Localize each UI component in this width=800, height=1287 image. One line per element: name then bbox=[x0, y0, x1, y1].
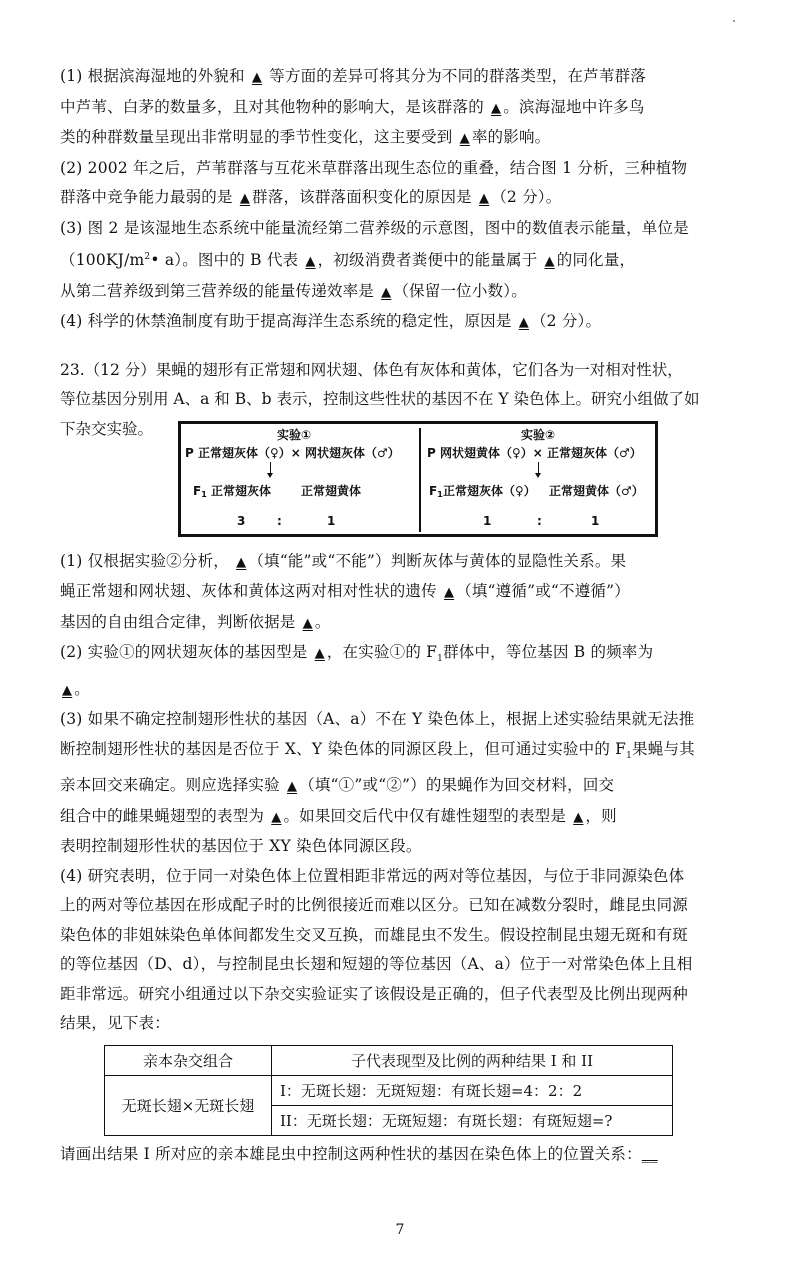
q23-4-line5: 距非常远。研究小组通过以下杂交实验证实了该假设是正确的，但子代表型及比例出现两种 bbox=[60, 984, 689, 1003]
q22-3-line1: (3) 图 2 是该湿地生态系统中能量流经第二营养级的示意图，图中的数值表示能量，单位是 bbox=[60, 218, 689, 237]
exp2-colon: : bbox=[537, 513, 542, 528]
q23-4-line1: (4) 研究表明，位于同一对染色体上位置相距非常远的两对等位基因，与位于非同源染色体 bbox=[60, 866, 685, 885]
exp2-ratio-a: 1 bbox=[483, 513, 492, 528]
q23-stem-line3: 下杂交实验。 bbox=[60, 419, 154, 438]
q22-3-line2: （$100KJ/m^2•$ a）。图中的 B 代表 ▲ ，初级消费者粪便中的能量属于 ▲ 的同化量， bbox=[60, 251, 636, 270]
q23-4-line3: 染色体的非姐妹染色单体间都发生交叉互换，而雄昆虫不发生。假设控制昆虫翅无斑和有斑 bbox=[60, 925, 689, 944]
q22-1-line1: (1) 根据滨海湿地的外貌和 ▲ 等方面的差异可将其分为不同的群落类型，在芦苇群落 bbox=[60, 67, 646, 85]
table-header-cross: 亲本杂交组合 bbox=[105, 1045, 272, 1075]
q23-4-line4: 的等位基因（D、d），与控制昆虫长翅和短翅的等位基因（A、a）位于一对常染色体上且相 bbox=[60, 955, 693, 974]
table-row bbox=[105, 1075, 673, 1105]
q23-3-line5: 表明控制翅形性状的基因位于 XY 染色体同源区段。 bbox=[60, 837, 422, 856]
exp1-colon: : bbox=[277, 513, 282, 528]
table-cell-result-1: I：无斑长翅：无斑短翅：有斑长翅=4：2：2 bbox=[272, 1075, 673, 1105]
exp1-arrow bbox=[270, 462, 271, 474]
exp2-f1-b: 正常翅黄体（♂） bbox=[549, 483, 644, 498]
scan-dot bbox=[733, 20, 735, 22]
q23-1-line2: 蝇正常翅和网状翅、灰体和黄体这两对相对性状的遗传 ▲ （填“遵循”或“不遵循”） bbox=[60, 582, 630, 601]
q23-4-final-prompt: 请画出结果 I 所对应的亲本雄昆虫中控制这两种性状的基因在染色体上的位置关系：__ bbox=[60, 1144, 658, 1163]
table-header-row bbox=[105, 1045, 673, 1075]
exp1-parents: P 正常翅灰体（♀）× 网状翅灰体（♂） bbox=[185, 445, 400, 460]
q23-1-line3: 基因的自由组合定律，判断依据是 ▲ 。 bbox=[60, 612, 331, 631]
q23-4-line6: 结果，见下表： bbox=[60, 1014, 170, 1033]
exp1-ratio-a: 3 bbox=[237, 513, 246, 528]
results-table bbox=[104, 1045, 673, 1136]
exp2-title: 实验② bbox=[521, 427, 556, 442]
exp2-parents: P 网状翅黄体（♀）× 正常翅灰体（♂） bbox=[427, 445, 642, 460]
q23-3-line1: (3) 如果不确定控制翅形性状的基因（A、a）不在 Y 染色体上，根据上述实验结果就无法推 bbox=[60, 710, 695, 729]
q22-4-line1: (4) 科学的休禁渔制度有助于提高海洋生态系统的稳定性，原因是 ▲ （2 分）。 bbox=[60, 312, 602, 331]
exp1-f1-a: 正常翅灰体 bbox=[211, 483, 272, 498]
page-number: 7 bbox=[395, 1222, 405, 1238]
q23-3-line4: 组合中的雌果蝇翅型的表型为 ▲ 。如果回交后代中仅有雄性翅型的表型是 ▲ ，则 bbox=[60, 806, 617, 825]
exp1-title: 实验① bbox=[277, 427, 312, 442]
q23-4-line2: 上的两对等位基因在形成配子时的比例很接近而难以区分。已知在减数分裂时，雌昆虫同源 bbox=[60, 896, 689, 915]
exp2-f1-a: 正常翅灰体（♀） bbox=[443, 483, 536, 498]
q23-2-line1: (2) 实验①的网状翅灰体的基因型是 ▲ ，在实验①的 $F_1$群体中，等位基因 B 的频率为 bbox=[60, 643, 654, 665]
exp1-f1-label: $F_1$ bbox=[193, 483, 207, 499]
q23-2-line2: ▲ 。 bbox=[62, 679, 90, 698]
q22-3-line3: 从第二营养级到第三营养级的能量传递效率是 ▲ （保留一位小数）。 bbox=[60, 281, 527, 300]
q23-stem-line2: 等位基因分别用 A、a 和 B、b 表示，控制这些性状的基因不在 Y 染色体上。研究小组做了如 bbox=[60, 390, 700, 409]
table-header-results: 子代表现型及比例的两种结果 I 和 II bbox=[272, 1045, 673, 1075]
q22-2-line2: 群落中竞争能力最弱的是 ▲ 群落，该群落面积变化的原因是 ▲ （2 分）。 bbox=[60, 188, 562, 206]
table-cell-result-2: II：无斑长翅：无斑短翅：有斑长翅：有斑短翅=? bbox=[272, 1105, 673, 1135]
exp2-arrow bbox=[538, 462, 539, 474]
q22-2-line1: (2) 2002 年之后，芦苇群落与互花米草群落出现生态位的重叠，结合图 1 分析，三种植物 bbox=[60, 158, 688, 177]
exp1-f1-b: 正常翅黄体 bbox=[301, 483, 362, 498]
document-page bbox=[60, 62, 750, 1169]
q23-1-line1: (1) 仅根据实验②分析， ▲ （填“能”或“不能”）判断灰体与黄体的显隐性关系。果 bbox=[60, 551, 627, 570]
table-cell-cross: 无斑长翅×无斑长翅 bbox=[105, 1075, 272, 1135]
cross-experiment-figure bbox=[178, 421, 658, 537]
figure-divider bbox=[419, 428, 421, 532]
q23-stem-line1: 23.（12 分）果蝇的翅形有正常翅和网状翅、体色有灰体和黄体，它们各为一对相对性状， bbox=[60, 360, 683, 379]
exp1-ratio-b: 1 bbox=[327, 513, 336, 528]
exp2-ratio-b: 1 bbox=[591, 513, 600, 528]
q23-3-line2: 断控制翅形性状的基因是否位于 X、Y 染色体的同源区段上，但可通过实验中的 $F_1$果蝇与其 bbox=[60, 739, 695, 761]
exp2-f1-label: $F_1$ bbox=[429, 483, 443, 499]
q22-1-line2: 中芦苇、白茅的数量多，且对其他物种的影响大，是该群落的 ▲ 。滨海湿地中许多鸟 bbox=[60, 97, 645, 116]
q23-3-line3: 亲本回交来确定。则应选择实验 ▲ （填“①”或“②”）的果蝇作为回交材料，回交 bbox=[60, 776, 615, 795]
q22-1-line3: 类的种群数量呈现出非常明显的季节性变化，这主要受到 ▲ 率的影响。 bbox=[60, 128, 551, 146]
